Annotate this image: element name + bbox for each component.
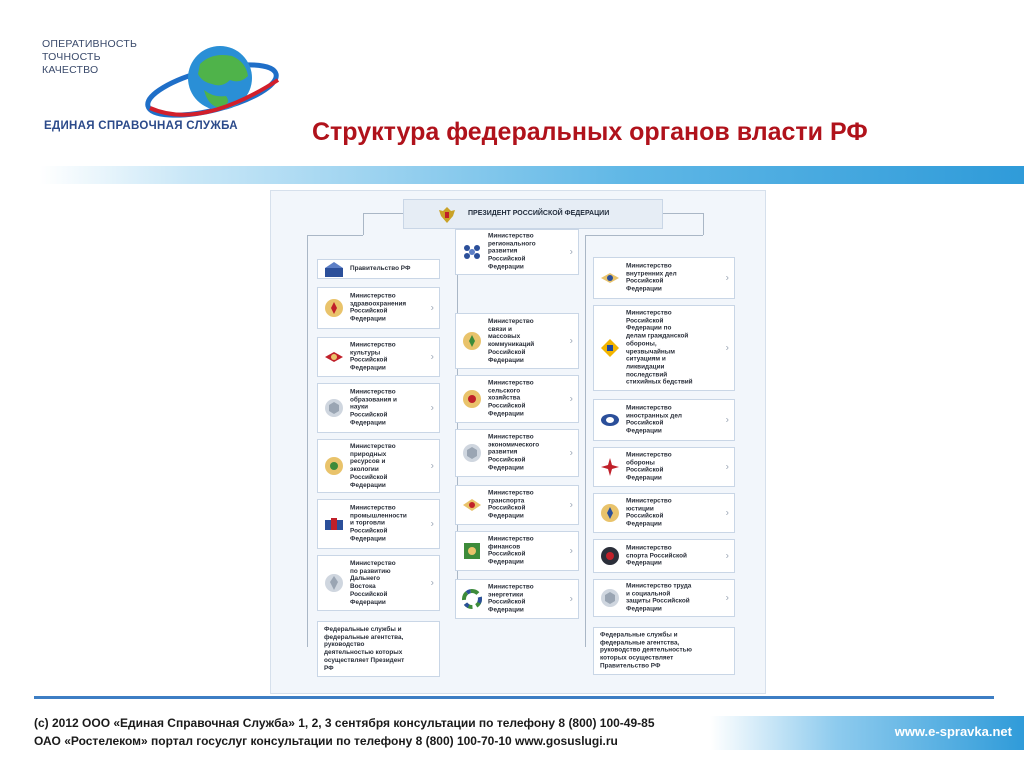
connector-line: [363, 213, 364, 235]
globe-icon: [140, 38, 290, 133]
president-label: ПРЕЗИДЕНТ РОССИЙСКОЙ ФЕДЕРАЦИИ: [468, 210, 610, 217]
org-box-government[interactable]: [317, 259, 440, 279]
dots-emblem-icon: [461, 241, 483, 263]
chevron-right-icon: ›: [569, 246, 573, 258]
org-label: Министерство промышленности и торговли Российской Федерации: [350, 504, 407, 543]
website-link[interactable]: www.e-spravka.net: [894, 724, 1012, 739]
emblem-icon: [599, 409, 621, 431]
chevron-right-icon: ›: [725, 592, 729, 604]
flag-emblem-icon: [323, 513, 345, 535]
org-chart: [270, 190, 766, 694]
org-box-justice[interactable]: [593, 493, 735, 533]
emblem-icon: [461, 388, 483, 410]
chevron-right-icon: ›: [725, 461, 729, 473]
emblem-icon: [599, 267, 621, 289]
org-label: Министерство спорта Российской Федерации: [626, 544, 687, 567]
title-divider-bar: [40, 166, 1024, 184]
emblem-icon: [599, 587, 621, 609]
president-box[interactable]: [403, 199, 663, 229]
org-label: Министерство сельского хозяйства Российской Федерации: [488, 379, 534, 418]
org-label: Министерство финансов Российской Федерации: [488, 535, 534, 566]
emblem-icon: [599, 502, 621, 524]
org-label: Федеральные службы и федеральные агентства, руководство деятельностью которых осуществляет Правительство РФ: [600, 631, 692, 670]
emblem-icon: [461, 494, 483, 516]
footer-text: [34, 714, 655, 750]
emblem-icon: [461, 442, 483, 464]
footer-line-1: (с) 2012 ООО «Единая Справочная Служба» 1, 2, 3 сентября консультации по телефону 8 (800) 100-49-85: [34, 716, 655, 730]
logo-company-name: ЕДИНАЯ СПРАВОЧНАЯ СЛУЖБА: [44, 120, 238, 132]
emblem-icon: [461, 330, 483, 352]
footer-line-2: ОАО «Ростелеком» портал госуслуг консультации по телефону 8 (800) 100-70-10 www.gosuslugi.ru: [34, 734, 618, 748]
logo-slogan-line: КАЧЕСТВО: [42, 64, 99, 76]
org-label: Министерство природных ресурсов и экологии Российской Федерации: [350, 442, 396, 489]
footer-divider: [34, 696, 994, 699]
star-emblem-icon: [599, 456, 621, 478]
org-box-communications[interactable]: [455, 313, 579, 369]
emblem-icon: [323, 572, 345, 594]
org-box-agriculture[interactable]: [455, 375, 579, 423]
page-title: Структура федеральных органов власти РФ: [312, 118, 868, 146]
connector-line: [307, 235, 308, 647]
chevron-right-icon: ›: [430, 460, 434, 472]
org-box-far-east[interactable]: [317, 555, 440, 611]
emblem-icon: [323, 455, 345, 477]
ring-emblem-icon: [461, 588, 483, 610]
org-label: Правительство РФ: [350, 265, 411, 273]
org-box-energy[interactable]: [455, 579, 579, 619]
chevron-right-icon: ›: [725, 414, 729, 426]
org-label: Министерство связи и массовых коммуникаций Российской Федерации: [488, 317, 535, 364]
org-box-education[interactable]: [317, 383, 440, 433]
eagle-emblem-icon: [436, 204, 458, 226]
org-box-regional[interactable]: [455, 229, 579, 275]
org-label: Министерство здравоохранения Российской Федерации: [350, 292, 407, 323]
org-box-sport[interactable]: [593, 539, 735, 573]
org-box-interior[interactable]: [593, 257, 735, 299]
org-label: Министерство транспорта Российской Федерации: [488, 489, 534, 520]
chevron-right-icon: ›: [569, 335, 573, 347]
chevron-right-icon: ›: [569, 393, 573, 405]
chevron-right-icon: ›: [430, 402, 434, 414]
org-label: Министерство внутренних дел Российской Федерации: [626, 262, 677, 293]
connector-line: [703, 213, 704, 235]
chevron-right-icon: ›: [430, 302, 434, 314]
org-box-industry[interactable]: [317, 499, 440, 549]
org-box-federal-services-president[interactable]: [317, 621, 440, 677]
chevron-right-icon: ›: [430, 518, 434, 530]
government-building-icon: [323, 258, 345, 280]
logo-slogan: [42, 38, 137, 77]
website-banner: [710, 716, 1024, 750]
connector-line: [363, 213, 403, 214]
emergency-emblem-icon: [599, 337, 621, 359]
org-box-transport[interactable]: [455, 485, 579, 525]
org-label: Министерство юстиции Российской Федерации: [626, 497, 672, 528]
org-box-foreign[interactable]: [593, 399, 735, 441]
org-box-nature[interactable]: [317, 439, 440, 493]
org-label: Министерство обороны Российской Федерации: [626, 451, 672, 482]
company-logo: [40, 36, 260, 136]
chevron-right-icon: ›: [569, 593, 573, 605]
org-label: Министерство Российской Федерации по делам гражданской обороны, чрезвычайным ситуациям и ликвидации последствий стихийных бедствий: [626, 309, 693, 386]
emblem-icon: [323, 346, 345, 368]
org-label: Министерство по развитию Дальнего Востока Российской Федерации: [350, 559, 396, 606]
chevron-right-icon: ›: [569, 447, 573, 459]
chevron-right-icon: ›: [569, 545, 573, 557]
chevron-right-icon: ›: [430, 577, 434, 589]
connector-line: [585, 235, 586, 647]
org-label: Федеральные службы и федеральные агентства, руководство деятельностью которых осуществляет Президент РФ: [324, 625, 405, 672]
org-label: Министерство культуры Российской Федерации: [350, 341, 396, 372]
org-box-health[interactable]: [317, 287, 440, 329]
org-label: Министерство регионального развития Российской Федерации: [488, 232, 536, 271]
org-label: Министерство экономического развития Российской Федерации: [488, 433, 540, 472]
org-box-culture[interactable]: [317, 337, 440, 377]
org-label: Министерство образования и науки Российской Федерации: [350, 388, 397, 427]
org-box-federal-services-government[interactable]: [593, 627, 735, 675]
connector-line: [585, 235, 703, 236]
org-label: Министерство труда и социальной защиты Российской Федерации: [626, 582, 692, 613]
chevron-right-icon: ›: [430, 351, 434, 363]
org-box-emergency[interactable]: [593, 305, 735, 391]
emblem-icon: [323, 297, 345, 319]
logo-slogan-line: ОПЕРАТИВНОСТЬ: [42, 38, 138, 50]
org-box-labour[interactable]: [593, 579, 735, 617]
chevron-right-icon: ›: [725, 342, 729, 354]
connector-line: [307, 235, 363, 236]
emblem-icon: [323, 397, 345, 419]
chevron-right-icon: ›: [725, 272, 729, 284]
chevron-right-icon: ›: [569, 499, 573, 511]
emblem-icon: [599, 545, 621, 567]
chevron-right-icon: ›: [725, 507, 729, 519]
logo-slogan-line: ТОЧНОСТЬ: [42, 51, 101, 63]
org-box-economic[interactable]: [455, 429, 579, 477]
chevron-right-icon: ›: [725, 550, 729, 562]
connector-line: [663, 213, 703, 214]
org-box-finance[interactable]: [455, 531, 579, 571]
org-label: Министерство энергетики Российской Федерации: [488, 583, 534, 614]
org-box-defense[interactable]: [593, 447, 735, 487]
org-label: Министерство иностранных дел Российской Федерации: [626, 404, 682, 435]
emblem-icon: [461, 540, 483, 562]
